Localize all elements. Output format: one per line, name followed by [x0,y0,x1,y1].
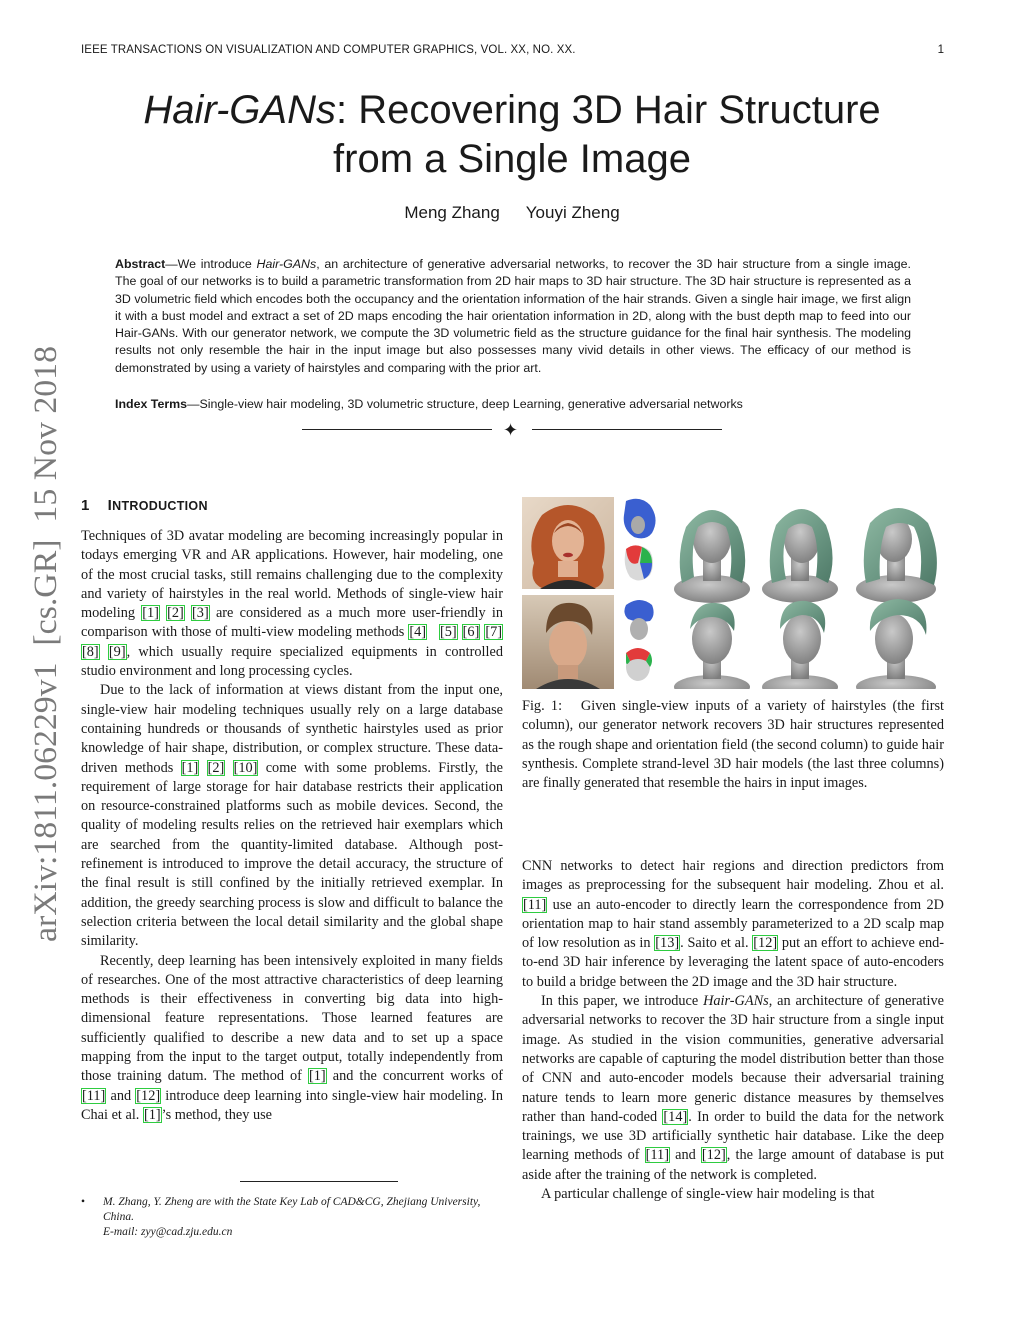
text: and [106,1087,136,1104]
divider-line-right [532,429,722,430]
abstract-label: Abstract [115,257,166,271]
paper-title [120,86,904,184]
title-line1: : Recovering 3D Hair Structure [335,88,881,132]
text: are considered as a much more user-friendly in comparison with those of multi-view modeling methods [81,605,503,641]
citation-link[interactable]: [12] [701,1147,726,1164]
arxiv-stamp [22,346,68,942]
hair-model-row2 [674,599,936,689]
caption-text: Given single-view inputs of a variety of hairstyles (the first column), our generator network recovers 3D hair structures represented as the rough shape and orientation field (the second column) to guide hair synthesis. Complete strand-level 3D hair models (the last three columns) are finally generated that resemble the hairs in input images. [522,698,944,792]
footnote-bullet-icon: • [81,1196,86,1208]
citation-link[interactable]: [11] [82,1087,106,1104]
citation-link[interactable]: [2] [207,759,225,776]
footnote-email: E-mail: zyy@cad.zju.edu.cn [103,1226,233,1238]
abstract-dash: —We introduce [165,257,257,271]
text: In this paper, we introduce [541,993,704,1010]
left-column [81,527,503,1125]
footnote-affiliation: M. Zhang, Y. Zheng are with the State Key Lab of CAD&CG, Zhejiang University, China. [103,1196,481,1223]
index-terms-label: Index Terms [115,397,188,411]
volume-map-2 [624,600,653,681]
citation-link[interactable]: [5] [440,624,457,641]
citation-link[interactable]: [1] [309,1068,326,1085]
text: , the large amount of database is put aside after the training of the network is completed. [522,1147,944,1183]
arxiv-stamp-text: arXiv:1811.06229v1 [cs.GR] 15 Nov 2018 [28,360,64,942]
title-line2: from a Single Image [333,137,691,181]
figure-caption [522,697,944,793]
citation-link[interactable]: [10] [233,759,258,776]
text: , an architecture of generative adversarial networks to recover the 3D hair structure from a single input image. As studied in the vision communities, generative adversarial networks are capable of capturing the model distribution better than those of CNN and auto-encoder models because their adversarial training nature tends to learn more generic distance measures by themselves rather than hand-coded [522,993,944,1125]
index-terms-text: —Single-view hair modeling, 3D volumetric structure, deep Learning, generative adversarial networks [187,397,743,411]
authors [0,203,1024,223]
citation-link[interactable]: [6] [462,624,480,641]
text: , which usually require specialized equipments in controlled studio environment and long processing cycles. [81,643,503,680]
figure-1 [522,497,945,689]
text: come with some problems. Firstly, the requirement of large storage for hair database restricts their application on resource-constrained platforms such as mobile devices. Second, the quality of modeling results relies on the retrieved hair exemplars which are searched from the quantity-limited database. Although post-refinement is introduced to improve the detail accuracy, the structure of the final result is still confined by the initially retrieved exemplar. In addition, the greedy searching process is slow and difficult to balance the selection criteria between the local detail similarity and the global shape similarity. [81,759,504,950]
footnote [81,1195,503,1240]
text: Due to the lack of information at views distant from the input one, single-view hair modeling techniques usually rely on a large database containing hundreds or thousands of synthetic hairstyles used as prior knowledge of hair shape, distribution, or complex structure. These data-driven methods [81,682,503,776]
text: Techniques of 3D avatar modeling are becoming increasingly popular in todays emerging VR and AR applications. However, hair modeling, one of the most crucial tasks, still remains challenging due to the complexity and variety of hairstyles in the real world. Methods of single-view hair modeling [81,528,503,622]
volume-map-1 [624,499,656,581]
text: and [669,1147,701,1164]
abstract [115,256,911,377]
text: . Saito et al. [680,935,753,952]
footnote-rule [240,1181,398,1182]
running-head: IEEE TRANSACTIONS ON VISUALIZATION AND COMPUTER GRAPHICS, VOL. XX, NO. XX. [81,44,576,56]
section-divider [302,420,722,440]
text: . In order to build the data for the network trainings, we use 3D artificially synthetic hair database. Like the deep learning methods of [522,1108,944,1164]
citation-link[interactable]: [13] [655,935,680,952]
citation-link[interactable]: [1] [143,1106,161,1123]
text: use an auto-encoder to directly learn the correspondence from 2D orientation map to hair stand assembly parameterized to a 2D scalp map of low resolution as in [522,896,944,952]
citation-link[interactable]: [1] [181,759,199,776]
text: Recently, deep learning has been intensively exploited in many fields of researches. One of the most attractive characteristics of deep learning methods is their effectiveness in converting big data into high-dimensional feature representations. Those learned features are sufficiently qualified to describe a new data and to set up a space mapping from the input to the target output, totally independently from those training datum. The method of [81,952,503,1085]
citation-link[interactable]: [3] [192,605,209,622]
caption-label: Fig. 1: [522,698,563,714]
section-heading [81,497,208,514]
citation-link[interactable]: [7] [485,624,503,641]
hair-model-row1 [674,508,937,603]
abstract-text: , an architecture of generative adversarial networks, to recover the 3D hair structure from a single image. The goal of our networks is to build a parametric transformation from 2D hair maps to 3D hair structure. The 3D hair structure is represented as a 3D volumetric field which encodes both the occupancy and the orientation information of the hair strands. Given a single hair image, we first align it with a bust model and extract a set of 2D maps encoding the hair orientation information in 2D, along with the bust depth map to feed into our Hair-GANs. With our generator network, we compute the 3D volumetric field as the structure guidance for the final hair synthesis. The modeling results not only resemble the hair in the input image but also possesses many vivid details in other views. The efficacy of our method is demonstrated by using a variety of hairstyles and comparing with the prior art. [115,257,911,375]
paragraph [81,681,503,951]
citation-link[interactable]: [11] [645,1147,669,1164]
paragraph: A particular challenge of single-view hair modeling is that [541,1186,875,1203]
citation-link[interactable]: [12] [753,935,778,952]
right-column [522,857,944,1204]
input-photo-2 [522,595,614,689]
citation-link[interactable]: [9] [108,643,126,660]
citation-link[interactable]: [2] [167,605,184,622]
text: put an effort to achieve end-to-end 3D hair inference by leveraging the latent space of auto-encoders to build a bridge between the 2D image and the 3D hair structure. [522,935,945,990]
section-title-rest: NTRODUCTION [112,499,208,513]
citation-link[interactable]: [11] [523,896,547,913]
section-number: 1 [81,497,90,514]
text: ’s method, they use [161,1106,272,1123]
text: introduce deep learning into single-view hair modeling. In Chai et al. [81,1087,503,1123]
abstract-italic-term: Hair-GANs [256,257,317,271]
citation-link[interactable]: [4] [409,624,427,641]
paragraph [522,992,944,1185]
divider-star-icon: ✦ [503,420,519,440]
citation-link[interactable]: [1] [142,605,159,622]
divider-line-left [302,429,492,430]
paragraph [81,527,503,681]
author-2: Youyi Zheng [525,203,620,222]
paragraph [81,952,503,1126]
paragraph [522,857,944,992]
text: and the concurrent works of [326,1068,503,1085]
citation-link[interactable]: [14] [663,1108,688,1125]
text: CNN networks to detect hair regions and direction predictors from images as preprocessing for the subsequent hair modeling. Zhou et al. [522,858,944,894]
author-1: Meng Zhang [404,203,500,222]
italic-term: Hair-GANs [703,993,769,1010]
citation-link[interactable]: [12] [136,1087,161,1104]
section-first-letter: I [107,497,113,514]
page-number: 1 [937,44,944,56]
index-terms [115,396,911,413]
citation-link[interactable]: [8] [82,643,99,660]
title-italic: Hair-GANs [143,88,336,132]
input-photo-1 [522,497,614,589]
